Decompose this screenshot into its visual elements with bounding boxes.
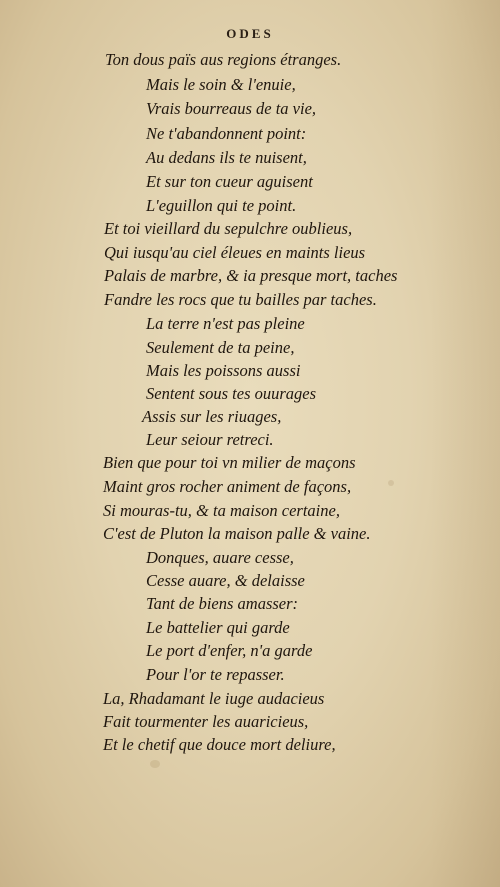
verse-line: Sentent sous tes ouurages [146, 384, 317, 403]
verse-line: Leur seiour retreci. [146, 430, 274, 449]
verse-line: Donques, auare cesse, [146, 548, 294, 567]
verse-line: Ne t'abandonnent point: [146, 124, 307, 143]
verse-line: Mais les poissons aussi [146, 361, 301, 380]
verse-line: Mais le soin & l'enuie, [146, 75, 296, 94]
verse-line: Qui iusqu'au ciel éleues en maints lieus [104, 243, 366, 262]
verse-line: Assis sur les riuages, [142, 407, 282, 426]
verse-line: Maint gros rocher animent de façons, [103, 477, 352, 496]
verse-line: Le port d'enfer, n'a garde [146, 641, 313, 660]
verse-line: Ton dous païs aus regions étranges. [105, 50, 342, 69]
verse-line: Au dedans ils te nuisent, [146, 148, 307, 167]
running-head: ODES [226, 26, 274, 41]
verse-line: La, Rhadamant le iuge audacieus [103, 689, 325, 708]
verse-line: Seulement de ta peine, [146, 338, 295, 357]
verse-line: Palais de marbre, & ia presque mort, taches [104, 266, 398, 285]
verse-line: L'eguillon qui te point. [146, 196, 297, 215]
verse-line: Vrais bourreaus de ta vie, [146, 99, 317, 118]
verse-line: Cesse auare, & delaisse [146, 571, 305, 590]
verse-line: Fandre les rocs que tu bailles par taches. [104, 290, 377, 309]
verse-line: La terre n'est pas pleine [146, 314, 305, 333]
verse-line: Et sur ton cueur aguisent [146, 172, 313, 191]
verse-line: Et toi vieillard du sepulchre oublieus, [104, 219, 353, 238]
verse-line: C'est de Pluton la maison palle & vaine. [103, 524, 371, 543]
verse-line: Si mouras-tu, & ta maison certaine, [103, 501, 340, 520]
verse-line: Pour l'or te repasser. [146, 665, 285, 684]
verse-line: Bien que pour toi vn milier de maçons [103, 453, 356, 472]
verse-line: Et le chetif que douce mort deliure, [103, 735, 336, 754]
verse-line: Le battelier qui garde [146, 618, 290, 637]
verse-line: Tant de biens amasser: [146, 594, 299, 613]
verse-line: Fait tourmenter les auaricieus, [103, 712, 309, 731]
